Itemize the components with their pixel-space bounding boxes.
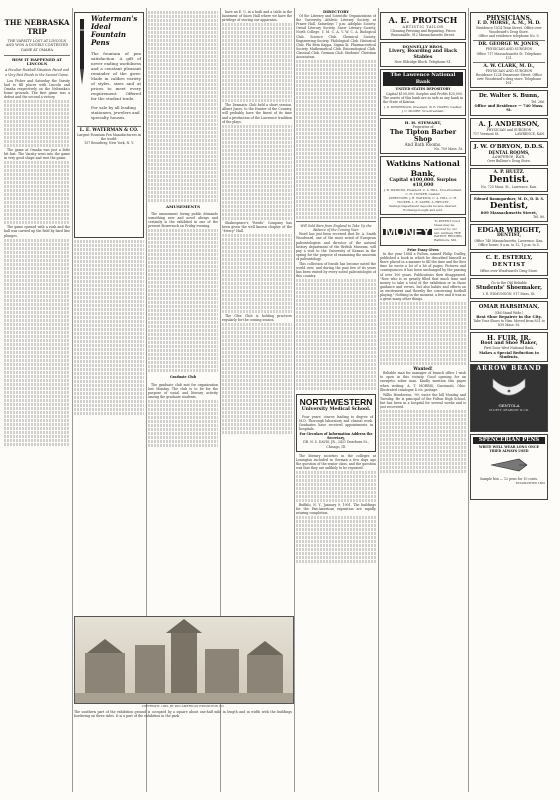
jones-name: DR. GEORGE W. JONES, — [478, 42, 540, 48]
column-nebraska-trip — [4, 10, 70, 710]
watkins-footer: Savings Department deposits receive interest. Exchange bought and sold. — [389, 203, 457, 213]
watkins-directors: DIRECTORS: J. B. WATKINS, C. A. HILL, C. H. TUCKER, L. E. SAYRE, A. HENLEY. — [389, 195, 457, 204]
wright-addr: Office 740 Massachusetts, Lawrence, Kan. — [474, 238, 544, 243]
fuir-name: H. FUIR, JR. — [487, 334, 531, 343]
watkins-name: Watkins National Bank, — [386, 159, 460, 179]
hultz-addr: No. 725 Mass. St., Lawrence, Kan. — [481, 185, 537, 190]
fuir-addr: First Door West National Bank. — [483, 346, 535, 351]
spencerian-tag: WRITE WELL WEAR LONG ONCE TRIED ALWAYS USED — [479, 444, 539, 453]
obryon-trade: DENTAL ROOMS, — [488, 149, 530, 155]
column-rule — [378, 8, 379, 792]
ad-stewart — [380, 118, 466, 154]
morse-tel: Office and residence telephone No. 9. — [478, 34, 540, 39]
clark-body: Residence 1224 Tennessee Street. Office over Woodward's drug store. Telephone 161. — [475, 72, 543, 86]
donnelly-name: DONNELLY BROS. — [402, 44, 444, 50]
jones-body: Office 717 Massachusetts St. Telephone 131. — [476, 51, 542, 60]
hultz-name: A. P. HULTZ. — [493, 169, 525, 175]
article-paragraph: Buffalo, N. Y., January 9, 1901. The buildings for the Pan-American exposition are rapidly nearing completion. — [296, 502, 376, 516]
stewart-name: H. H. STEWART, — [404, 120, 442, 126]
ad-fuir — [470, 332, 548, 361]
harshman-name: OMAR HARSHMAN, — [478, 304, 540, 310]
lawrence-bank-officers: J. D. BOWERSOCK, President. W. E. HAZEN, Cashier. J. C. MOORE, Vice-President. — [383, 104, 463, 113]
ad-baumgardner — [470, 194, 548, 222]
waterman-body: The fountain of pen satisfaction. A gift of never ending usefulness and a constant pleasant reminder of the giver. Made in calibre variety of styles, sizes and at prices to meet every requirement. Offered for the student trade. — [91, 51, 141, 101]
ad-donnelly — [380, 42, 466, 67]
article-paragraph: Shakespeare's "Reeds" Company has been given the well known chapter of the "Mercy" Hall. — [222, 220, 292, 233]
ad-shoemaker — [470, 278, 548, 299]
arrow-name: ARROW BRAND — [476, 364, 542, 372]
amusements-body: The amusement loving public demands something new and novel always and certainly is the exhibited in one of the present Bowersock on Friday evening. — [148, 212, 218, 229]
baumgardner-tel: Tel. 80. — [533, 215, 545, 220]
ad-hultz — [470, 168, 548, 192]
graduate-club-body: The graduate club met for organization last Monday. The club is to be for the purpose of social and literary activity among the graduate students. — [148, 382, 218, 399]
shoemaker-owner: I. E. EDMUNSON. 917 Mass. St. — [482, 291, 536, 296]
obryon-city: Lawrence, Kan. — [492, 153, 526, 159]
deck: A Peculiar Football Situation Faced and a Very Fast Finish in the Second Game. — [4, 68, 69, 77]
lawrence-bank-body: Capital $100,000. Surplus and Profits $25,000. The assets of this bank are as safe as any bank in the State of Kansas. — [383, 91, 463, 104]
stewart-shop: The Tipton Barber Shop — [389, 128, 457, 144]
spencerian-note: Sample box — 12 pens for 10 cents. — [479, 476, 539, 481]
headline-nebraska-trip: THE NEBRASKA TRIP — [4, 18, 70, 36]
esterly-name: C. E. ESTERLY, — [485, 254, 533, 261]
watkins-officers: J. B. WATKINS, President. C. A. HILL, Vice-President. C. H. TUCKER, Cashier. — [383, 187, 463, 196]
anderson-addr: 717 Vermont St. — [473, 131, 500, 136]
waterman-sale: For sale by all leading stationers, jewelers and specialty houses. — [91, 105, 140, 120]
article-paragraph: This collection of fossils has become noted the world over, and during the past few of its years has been visited by every noted paleontologist of this country. — [296, 261, 376, 279]
protsch-name: A. E. PROTSCH — [388, 15, 458, 25]
subheadline-lincoln: HOW IT HAPPENED AT LINCOLN — [11, 57, 63, 67]
amusements-heading: AMUSEMENTS — [166, 204, 200, 209]
waterman-maker: L. E. WATERMAN & CO. — [79, 128, 139, 133]
northwestern-address: DR. N. S. DAVIS, JR., 2431 Dearborn St., Chicago, Ill. — [303, 440, 369, 449]
ad-physicians — [470, 12, 548, 88]
clark-trade: PHYSICIAN AND SURGEON — [485, 68, 533, 73]
physicians-heading: PHYSICIANS. — [486, 15, 532, 22]
clark-name: A. W. CLARK, M. D., — [483, 63, 535, 69]
obryon-addr: Over Bullene's Drug Store. — [487, 158, 531, 163]
article-paragraph: Word has just been received that Dr. A. Smith Woodward, one of the most noted of European paleontologists and director of the natural history department of the British Museum, will pay a visit to the University of Kansas in the spring for the purpose of examining the museum of paleontology. — [296, 232, 376, 261]
protsch-trade: ARTISTIC TAILOR — [402, 25, 444, 29]
northwestern-catalog: For Circulars of Information Address the Secretary, — [299, 432, 373, 441]
donnelly-addr: New Eldridge Block. Telephone 81. — [394, 60, 452, 65]
northwestern-sub: University Medical School. — [301, 407, 371, 413]
northwestern-title: NORTHWESTERN — [299, 397, 373, 408]
column-local-ads — [380, 10, 466, 790]
ad-waterman — [74, 10, 144, 610]
column-professional-cards — [470, 10, 548, 790]
column-rule — [72, 8, 73, 792]
waterman-address: Largest Fountain Pen Manufacturers in the world. — [77, 133, 141, 142]
article-paragraph: The literary societies in the colleges at Lexington included in German a few days ago the question of the senior class, and the question was that they are unlikely to be repeated. — [296, 453, 376, 470]
baumgardner-trade: Dentist, — [489, 201, 529, 212]
newspaper-page — [4, 4, 548, 796]
prize-essay-body: In the year 1884 a Fulton, named Philip Dudley, published a book in which he described himself as there placed in a manner to fill the time and the first time he wrote a lot of a lot of pages. Pictures and consequences it has been unchanged by the passing of over 100 years. Publications then disappeared. "Now who is so greatly filled that much time and money to take a total of the exhibition or in those guidance and verses, but also habits and efforts on as excitement and thereby the concerning football playing." Nothing in the moment, a few and it was as a great many other things. — [380, 252, 466, 302]
fountain-pen-icon — [77, 19, 87, 89]
lawrence-bank-sub: UNITED STATES DEPOSITORY — [395, 87, 451, 92]
ad-watkins-bank — [380, 156, 466, 215]
anderson-city: LAWRENCE, KAN. — [514, 131, 545, 136]
anderson-name: A. J. ANDERSON, — [478, 119, 540, 128]
collar-icon — [489, 373, 529, 403]
article-paragraph: The game at Omaha was just a little bit fast. The Varsity went into the game in very good shape and won the game. — [4, 148, 70, 161]
anderson-trade: PHYSICIAN and SURGEON — [486, 127, 532, 132]
pen-nib-icon — [489, 455, 529, 475]
ad-lawrence-bank — [380, 69, 466, 116]
wright-trade: DENTIST, — [497, 233, 521, 239]
graduate-club-heading: Graduate Club — [170, 375, 196, 380]
stewart-baths: And Bath Rooms. — [404, 142, 442, 148]
ad-arrow-collar — [470, 364, 548, 432]
waterman-title: Waterman's Ideal Fountain Pens — [91, 14, 138, 47]
protsch-line: Cleaning Pressing and Repairing. Prices Reasonable. 912 Massachusetts Street. — [390, 29, 456, 38]
donnelly-trade: Livery, Boarding and Hack Stables — [388, 49, 458, 60]
directory-entries: Of the Literary and Scientific Organizations of the University. Athletic Literary Society, at Fraser Hall, Saturdays 7 p.m. Adelphic Society. Oread Literary Society. Snow Literary Society, North College. Y. M. C. A. Y. W. C. A. Biological Club. Science Club. Chemical Society. Engineering Society. Philological Club. Historical Club. Phi Beta Kappa. Sigma Xi. Pharmaceutical Society. Mathematical Club. Entomological Club. Classical Club. German Club. Students' Christian Association. — [296, 14, 376, 60]
arrow-maker: CLUETT, PEABODY & CO. — [489, 408, 529, 413]
article-paragraph: The Dramatic Club held a short session. Albert Jones, to the Hunter of the Country, will probably have the finest of its time and a production of the Lawrence tradition of the plays. — [222, 103, 292, 124]
northwestern-body: Four years' course leading to degree of M.D. Thorough laboratory and clinical work. Graduates have received appointments in hospitals. — [299, 414, 373, 432]
jones-trade: PHYSICIAN AND SURGEON — [485, 47, 533, 52]
ad-harshman — [470, 301, 548, 330]
ad-money-patent — [380, 217, 466, 246]
harshman-addr: Take Your Shoes to Him. Moved from 831 to 839 Mass. St. — [473, 319, 545, 328]
harshman-sub: (Old Stand Wide.) — [494, 311, 524, 315]
shoemaker-lead: Go to the Old Reliable — [491, 280, 527, 285]
column-rule — [294, 8, 295, 792]
baumgardner-name: Edward Baumgardner, M. D., D. D. S. — [473, 197, 545, 202]
watkins-capital: Capital $100,000. Surplus $18,000 — [389, 178, 457, 188]
esterly-trade: DENTIST — [492, 261, 526, 268]
directory-heading: DIRECTORY — [322, 10, 350, 14]
fuir-special: Makes a Special Reduction to Students. — [479, 350, 539, 359]
column-directory — [296, 10, 376, 790]
subheadline: THE VARSITY LOST AT LINCOLN AND WON A DOUBLY CONTESTED GAME AT OMAHA — [5, 39, 69, 52]
ad-wright — [470, 224, 548, 249]
prize-essay-heading: Prize Essay Given — [407, 247, 439, 252]
wanted-body: Reliable man for manager of branch office I wish to open in this vicinity. Good opening for an energetic sober man. Kindly mention this paper when writing. A. T. MORRIS, Cincinnati, Ohio. Illustrated catalogue 4 cts. postage. — [380, 371, 466, 392]
fuir-trade: Boot and Shoe Maker, — [480, 341, 538, 347]
ad-spencerian — [470, 434, 548, 500]
column-rule — [468, 8, 469, 792]
article-paragraph: The game opened with a rush and the ball was carried up the field by hard line plunges. — [4, 225, 70, 238]
hultz-trade: Dentist. — [488, 175, 529, 186]
ad-esterly — [470, 252, 548, 276]
money-text: To PATENT Good Ideas may be secured by our aid. Address THE PATENT RECORD, Baltimore, Md. — [434, 219, 463, 243]
ad-obryon — [470, 141, 548, 166]
stewart-trade: Proprietor of — [412, 125, 434, 130]
wright-name: EDGAR WRIGHT, — [477, 226, 541, 235]
baumgardner-addr: 809 Massachusetts Street, — [480, 210, 538, 216]
engraving-caption: COPYRIGHT, 1900, BY PAN-AMERICAN EXPOSITION CO. — [141, 704, 225, 708]
morse-body: Residence 1014 Tenn Street. Office over Woodward's Drug Store. — [476, 26, 542, 35]
article-paragraph: have an E. U. in a bath and a table in the basement of Snow Hall where we have the privilege of storing our apparatus. — [222, 10, 292, 23]
column-notes — [222, 10, 292, 610]
spencerian-estab: ESTABLISHED 1860 — [515, 481, 545, 486]
wright-hours: Office hours: 8 a.m. to 12, 1 p.m. to 5. — [478, 242, 540, 247]
wanted-heading: Wanted! — [413, 366, 433, 372]
article-paragraph: Lou Fisher and Saturday the Varsity had to fill places with Lincoln and Omaha respectively on the Nebraska's home grounds. The first game was a defeat and the second a victory. — [4, 78, 70, 99]
bunn-name: Dr. Walter S. Bunn, — [478, 93, 540, 100]
shoemaker-name: Students' Shoemaker, — [476, 284, 542, 291]
arrow-sub: GENTOLA — [498, 402, 520, 408]
ad-bunn — [470, 90, 548, 115]
esterly-addr: Office over Woodward's Drug Store. — [479, 268, 539, 273]
waterman-street: 157 Broadway, New York, N. Y. — [84, 141, 134, 146]
obryon-name: J. W. O'BRYON, D.D.S. — [473, 143, 545, 150]
ad-protsch — [380, 12, 466, 40]
article-paragraph: The Glee Club is holding practices regularly for the coming season. — [222, 314, 292, 323]
column-amusements — [148, 10, 218, 610]
exhibition-paragraph: The southern part of the exhibition ground is occupied by a square about one-half mile in length and in width with the buildings bordering on three sides. It is a part of the exhibition in the park. — [74, 710, 292, 719]
money-label: MONEY — [385, 223, 431, 239]
article-paragraph: Willis Henderson, '99, wrote the bill Monday and Tuesday. He is principal of the Fulton High School, but has been in a hospital for several weeks and is just recovered. — [380, 392, 466, 409]
morse-name: F. D. MORSE, A. M., M. D. — [477, 21, 541, 26]
lawrence-bank-name: The Lawrence National Bank — [383, 72, 463, 86]
pan-american-exposition-engraving — [74, 616, 294, 704]
stewart-addr: No. 709 Mass. St. — [434, 147, 463, 152]
spencerian-name: SPENCERIAN PENS — [473, 437, 545, 444]
ad-anderson — [470, 118, 548, 139]
bunn-tel: Tel. 266. — [531, 100, 545, 105]
harshman-line: Best Shoe Repairer in the City. — [476, 314, 542, 320]
bunn-hours: Office and Residence — 740 Mass. St. — [474, 104, 544, 113]
ad-northwestern — [296, 394, 376, 451]
gold-bars-deck: Will Gold Bars from England to Take Up the Balance of the Coming Year. — [300, 224, 372, 233]
